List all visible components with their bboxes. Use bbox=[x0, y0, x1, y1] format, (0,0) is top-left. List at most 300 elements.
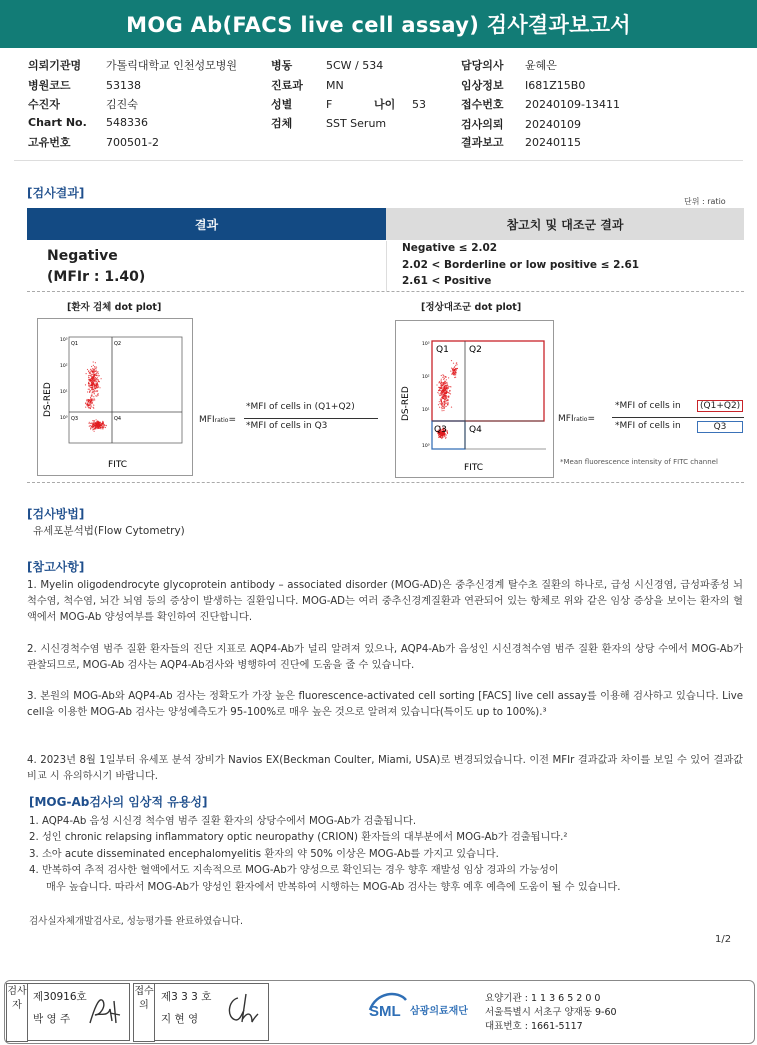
mfi-sub: ratio bbox=[214, 417, 229, 424]
notes-title: [참고사항] bbox=[27, 560, 85, 574]
dot bbox=[89, 426, 90, 427]
dot bbox=[445, 383, 446, 384]
patient-dot-cloud bbox=[85, 361, 107, 432]
header-label: 성별 bbox=[271, 98, 293, 111]
dot bbox=[453, 363, 454, 364]
dot bbox=[451, 374, 452, 375]
dot bbox=[444, 405, 445, 406]
dot bbox=[96, 378, 97, 379]
dot bbox=[447, 433, 448, 434]
quadrant-label-q4: Q4 bbox=[114, 416, 122, 422]
dot bbox=[447, 385, 448, 386]
dot bbox=[441, 403, 442, 404]
dot bbox=[94, 374, 95, 375]
dot bbox=[93, 383, 94, 384]
dot bbox=[90, 378, 91, 379]
control-plot-title: [정상대조군 dot plot] bbox=[421, 302, 522, 313]
dot bbox=[97, 372, 98, 373]
dot bbox=[445, 401, 446, 402]
dot bbox=[440, 403, 441, 404]
dot bbox=[95, 379, 96, 380]
dot bbox=[455, 377, 456, 378]
dot bbox=[443, 410, 444, 411]
dot bbox=[87, 402, 88, 403]
formula-numerator: *MFI of cells in (Q1+Q2) bbox=[246, 402, 355, 412]
dot bbox=[453, 372, 454, 373]
dot bbox=[91, 366, 92, 367]
dot bbox=[92, 381, 93, 382]
dot bbox=[97, 387, 98, 388]
dot bbox=[99, 423, 100, 424]
dot bbox=[94, 420, 95, 421]
fraction-line bbox=[612, 417, 744, 418]
dot bbox=[99, 425, 100, 426]
age-value: 53 bbox=[412, 98, 426, 111]
dot bbox=[441, 381, 442, 382]
dot bbox=[444, 395, 445, 396]
dot bbox=[442, 392, 443, 393]
dot bbox=[436, 384, 437, 385]
dot bbox=[446, 386, 447, 387]
dot bbox=[455, 372, 456, 373]
clinical-item: 매우 높습니다. 따라서 MOG-Ab가 양성인 환자에서 반복하여 시행하는 MOG-Ab 검사는 향후 예후 예측에 도움이 될 수 있습니다. bbox=[46, 882, 621, 893]
header-value: I681Z15B0 bbox=[525, 79, 586, 92]
dot bbox=[87, 400, 88, 401]
dot bbox=[98, 381, 99, 382]
confirmer-signature bbox=[222, 990, 262, 1028]
mfi-text: MFI bbox=[558, 414, 574, 424]
dot bbox=[89, 405, 90, 406]
confirmer-label: 접수의 bbox=[133, 983, 155, 1042]
dot bbox=[93, 375, 94, 376]
plot-frame bbox=[69, 337, 182, 443]
dot bbox=[441, 402, 442, 403]
result-column-header: 결과 bbox=[27, 208, 386, 240]
dot bbox=[95, 391, 96, 392]
dot bbox=[443, 388, 444, 389]
reference-column-header: 참고치 및 대조군 결과 bbox=[386, 208, 744, 240]
dot bbox=[439, 388, 440, 389]
dot bbox=[446, 393, 447, 394]
dot bbox=[454, 375, 455, 376]
dot bbox=[89, 380, 90, 381]
tick-label: 10¹ bbox=[422, 408, 430, 413]
dot bbox=[445, 391, 446, 392]
dot bbox=[87, 369, 88, 370]
result-section-title: [검사결과] bbox=[27, 186, 85, 200]
mfi-eq: = bbox=[587, 414, 595, 424]
x-axis-label: FITC bbox=[108, 460, 128, 470]
dot bbox=[94, 390, 95, 391]
dot bbox=[101, 423, 102, 424]
dot bbox=[94, 399, 95, 400]
tester-no: 제30916호 bbox=[33, 991, 87, 1003]
report-title: MOG Ab(FACS live cell assay) 검사결과보고서 bbox=[0, 0, 757, 48]
dot bbox=[90, 390, 91, 391]
mfi-text: MFI bbox=[199, 415, 215, 425]
dot bbox=[89, 375, 90, 376]
dot bbox=[446, 388, 447, 389]
dot bbox=[443, 398, 444, 399]
dot bbox=[91, 426, 92, 427]
header-value: 20240109-13411 bbox=[525, 98, 620, 111]
header-value: 548336 bbox=[106, 116, 148, 129]
dot bbox=[92, 371, 93, 372]
dot bbox=[97, 427, 98, 428]
dot bbox=[456, 368, 457, 369]
dot bbox=[450, 393, 451, 394]
quadrant-label-q3: Q3 bbox=[71, 416, 79, 422]
dot bbox=[96, 367, 97, 368]
dot bbox=[98, 386, 99, 387]
dot bbox=[439, 401, 440, 402]
header-value: 700501-2 bbox=[106, 136, 159, 149]
header-label: 접수번호 bbox=[461, 98, 504, 111]
dot bbox=[94, 398, 95, 399]
dot bbox=[102, 421, 103, 422]
dot bbox=[89, 389, 90, 390]
org-name: 삼광의료재단 bbox=[410, 1006, 468, 1017]
dot bbox=[442, 403, 443, 404]
dot bbox=[448, 377, 449, 378]
quadrant-label-q2: Q2 bbox=[469, 345, 482, 355]
dashed-divider bbox=[27, 291, 744, 292]
fraction-line bbox=[244, 418, 378, 419]
dot bbox=[103, 423, 104, 424]
dot bbox=[92, 389, 93, 390]
dot bbox=[92, 372, 93, 373]
dot bbox=[441, 407, 442, 408]
header-value: 20240115 bbox=[525, 136, 581, 149]
quadrant-label-q2: Q2 bbox=[114, 341, 122, 347]
tick-label: 10³ bbox=[422, 342, 430, 347]
dot bbox=[446, 396, 447, 397]
result-value: Negative bbox=[47, 248, 118, 264]
dot bbox=[86, 373, 87, 374]
institution-code: 요양기관 : 1 1 3 6 5 2 0 0 bbox=[485, 993, 601, 1004]
tick-label: 10⁰ bbox=[60, 416, 68, 421]
dot bbox=[442, 410, 443, 411]
dot bbox=[445, 398, 446, 399]
dot bbox=[444, 384, 445, 385]
dot bbox=[95, 381, 96, 382]
dot bbox=[448, 396, 449, 397]
dot bbox=[94, 385, 95, 386]
header-value: 20240109 bbox=[525, 118, 581, 131]
dot bbox=[85, 407, 86, 408]
dot bbox=[440, 399, 441, 400]
dot bbox=[444, 393, 445, 394]
dot bbox=[97, 394, 98, 395]
dot bbox=[102, 427, 103, 428]
y-axis-label: DS-RED bbox=[43, 382, 53, 417]
dot bbox=[92, 424, 93, 425]
dot bbox=[93, 422, 94, 423]
dot bbox=[90, 399, 91, 400]
dot bbox=[98, 424, 99, 425]
dot bbox=[454, 369, 455, 370]
dot bbox=[91, 370, 92, 371]
tick-label: 10³ bbox=[60, 338, 68, 343]
method-text: 유세포분석법(Flow Cytometry) bbox=[33, 525, 185, 537]
dot bbox=[444, 396, 445, 397]
header-label: 결과보고 bbox=[461, 136, 504, 149]
header-value: 53138 bbox=[106, 79, 141, 92]
dot bbox=[98, 422, 99, 423]
dot bbox=[94, 425, 95, 426]
dot bbox=[442, 436, 443, 437]
dot bbox=[89, 423, 90, 424]
dot bbox=[442, 395, 443, 396]
dot bbox=[99, 375, 100, 376]
mfi-footnote: *Mean fluorescence intensity of FITC channel bbox=[560, 458, 718, 466]
dot bbox=[93, 425, 94, 426]
header-label: 의뢰기관명 bbox=[28, 59, 82, 72]
confirmer-name: 지 현 영 bbox=[161, 1013, 199, 1025]
q3-box: Q3 bbox=[697, 421, 743, 433]
dot bbox=[99, 381, 100, 382]
dot bbox=[88, 401, 89, 402]
result-mfi: (MFIr : 1.40) bbox=[47, 269, 146, 285]
dot bbox=[88, 377, 89, 378]
dot bbox=[105, 427, 106, 428]
dot bbox=[457, 368, 458, 369]
dot bbox=[98, 373, 99, 374]
dot bbox=[93, 361, 94, 362]
note-item: 2. 시신경척수염 범주 질환 환자들의 진단 지표로 AQP4-Ab가 널리 알려져 있으나, AQP4-Ab가 음성인 시신경척수염 범주 질환 환자의 상당 수에서 MOG-Ab가 관찰되므로, MOG-Ab 검사는 AQP4-Ab검사와 병행하여 진단에 도움을 줄 수 있습니다. bbox=[27, 644, 743, 671]
dot bbox=[441, 395, 442, 396]
dot bbox=[87, 406, 88, 407]
dot bbox=[97, 382, 98, 383]
dot bbox=[87, 391, 88, 392]
dot bbox=[95, 427, 96, 428]
dot bbox=[94, 372, 95, 373]
reference-line: Negative ≤ 2.02 bbox=[402, 242, 498, 254]
header-value: 5CW / 534 bbox=[326, 59, 384, 72]
header-label: Chart No. bbox=[28, 116, 87, 129]
dot bbox=[88, 385, 89, 386]
dot bbox=[444, 402, 445, 403]
dot bbox=[95, 371, 96, 372]
dot bbox=[91, 385, 92, 386]
dot bbox=[95, 387, 96, 388]
dot bbox=[92, 368, 93, 369]
dashed-divider bbox=[27, 482, 744, 483]
dot bbox=[449, 390, 450, 391]
dot bbox=[91, 387, 92, 388]
dot bbox=[91, 394, 92, 395]
dot bbox=[441, 391, 442, 392]
dot bbox=[93, 407, 94, 408]
dot bbox=[92, 384, 93, 385]
dot bbox=[95, 362, 96, 363]
dot bbox=[97, 377, 98, 378]
clinical-item: 2. 성인 chronic relapsing inflammatory optic neuropathy (CRION) 환자들의 대부분에서 MOG-Ab가 검출됩니다.² bbox=[29, 832, 568, 843]
dot bbox=[91, 380, 92, 381]
dot bbox=[93, 365, 94, 366]
x-axis-label: FITC bbox=[464, 463, 484, 473]
dot bbox=[447, 400, 448, 401]
dot bbox=[444, 390, 445, 391]
dot bbox=[97, 425, 98, 426]
dot bbox=[445, 381, 446, 382]
header-label: 담당의사 bbox=[461, 59, 504, 72]
dot bbox=[443, 376, 444, 377]
reference-line: 2.02 < Borderline or low positive ≤ 2.61 bbox=[402, 259, 640, 271]
y-axis-label: DS-RED bbox=[401, 386, 411, 421]
dot bbox=[88, 371, 89, 372]
dot bbox=[455, 365, 456, 366]
dot bbox=[97, 379, 98, 380]
dot bbox=[93, 381, 94, 382]
dot bbox=[442, 408, 443, 409]
header-label: 병동 bbox=[271, 59, 293, 72]
dot bbox=[92, 427, 93, 428]
dot bbox=[444, 407, 445, 408]
dot bbox=[444, 400, 445, 401]
header-value: 가톨릭대학교 인천성모병원 bbox=[106, 59, 238, 72]
dot bbox=[90, 373, 91, 374]
header-label: 수진자 bbox=[28, 98, 60, 111]
note-item: 3. 본원의 MOG-Ab와 AQP4-Ab 검사는 정확도가 가장 높은 fluorescence-activated cell sorting [FACS] live cell assay를 이용해 검사하고 있습니다. Live cell을 이용한 MOG-Ab 검사는 양성예측도가 95-100%로 매우 높은 것으로 알려져 있습니다(특이도 up to 100%).³ bbox=[27, 691, 743, 718]
dot bbox=[100, 422, 101, 423]
dot bbox=[90, 428, 91, 429]
dot bbox=[90, 425, 91, 426]
method-title: [검사방법] bbox=[27, 507, 85, 521]
tick-label: 10² bbox=[60, 364, 68, 369]
header-label: 병원코드 bbox=[28, 79, 71, 92]
dot bbox=[447, 404, 448, 405]
note-item: 4. 2023년 8월 1일부터 유세포 분석 장비가 Navios EX(Beckman Coulter, Miami, USA)로 변경되었습니다. 이전 MFIr 결과값과 차이를 보일 수 있어 결과값 비교 시 유의하시기 바랍니다. bbox=[27, 755, 743, 782]
dot bbox=[444, 399, 445, 400]
formula-numerator: *MFI of cells in bbox=[615, 401, 681, 411]
dot bbox=[438, 404, 439, 405]
dot bbox=[441, 390, 442, 391]
dot bbox=[444, 436, 445, 437]
dot bbox=[446, 403, 447, 404]
dot bbox=[90, 423, 91, 424]
phone: 대표번호 : 1661-5117 bbox=[485, 1021, 583, 1032]
note-item: 1. Myelin oligodendrocyte glycoprotein antibody – associated disorder (MOG-AD)은 중추신경계 탈수초 질환의 하나로, 급성 시신경염, 급성파종성 뇌척수염, 척수염, 뇌간 뇌염 등의 증상이 발생하는 질환입니다. MOG-AD는 여러 중추신경계질환과 연관되어 있는 항체로 위와 같은 임상 증상을 보이는 환자의 혈액에서 MOG-Ab 양성여부를 확인하여 진단합니다. bbox=[27, 580, 743, 623]
dot bbox=[89, 422, 90, 423]
clinical-title: [MOG-Ab검사의 임상적 유용성] bbox=[29, 795, 208, 809]
dot bbox=[438, 393, 439, 394]
dot bbox=[100, 427, 101, 428]
dot bbox=[448, 387, 449, 388]
dot bbox=[445, 396, 446, 397]
quadrant-label-q3: Q3 bbox=[434, 425, 447, 435]
dot bbox=[101, 425, 102, 426]
dot bbox=[90, 408, 91, 409]
dot bbox=[88, 382, 89, 383]
dot bbox=[443, 375, 444, 376]
dot bbox=[92, 400, 93, 401]
dot bbox=[92, 388, 93, 389]
dot bbox=[90, 401, 91, 402]
dot bbox=[95, 428, 96, 429]
dot bbox=[453, 374, 454, 375]
clinical-item: 4. 반복하여 추적 검사한 혈액에서도 지속적으로 MOG-Ab가 양성으로 확인되는 경우 향후 재발성 임상 경과의 가능성이 bbox=[29, 865, 559, 876]
quadrant-label-q1: Q1 bbox=[71, 341, 79, 347]
dot bbox=[97, 395, 98, 396]
dot bbox=[98, 375, 99, 376]
dot bbox=[90, 371, 91, 372]
dot bbox=[447, 402, 448, 403]
dot bbox=[439, 407, 440, 408]
mfi-ratio-label bbox=[558, 414, 595, 424]
dot bbox=[93, 379, 94, 380]
dot bbox=[90, 404, 91, 405]
dot bbox=[89, 403, 90, 404]
dot bbox=[92, 402, 93, 403]
divider bbox=[14, 160, 743, 161]
dot bbox=[96, 390, 97, 391]
dot bbox=[92, 385, 93, 386]
dot bbox=[95, 385, 96, 386]
dot bbox=[102, 428, 103, 429]
dot bbox=[441, 385, 442, 386]
dot bbox=[446, 379, 447, 380]
column-divider bbox=[386, 241, 387, 291]
dot bbox=[441, 379, 442, 380]
dot bbox=[444, 406, 445, 407]
header-label: 임상정보 bbox=[461, 79, 504, 92]
q1q2-box: (Q1+Q2) bbox=[697, 400, 743, 412]
dot bbox=[442, 397, 443, 398]
dot bbox=[96, 375, 97, 376]
sml-logo-icon bbox=[366, 988, 408, 1020]
mfi-eq: = bbox=[228, 415, 236, 425]
dot bbox=[452, 369, 453, 370]
dot bbox=[91, 374, 92, 375]
page-number: 1/2 bbox=[715, 934, 732, 945]
tick-label: 10² bbox=[422, 375, 430, 380]
patient-plot-svg bbox=[38, 319, 192, 475]
dot bbox=[447, 432, 448, 433]
dot bbox=[99, 387, 100, 388]
dot bbox=[449, 393, 450, 394]
tick-label: 10¹ bbox=[60, 390, 68, 395]
dot bbox=[439, 390, 440, 391]
dot bbox=[441, 388, 442, 389]
dot bbox=[94, 366, 95, 367]
reference-line: 2.61 < Positive bbox=[402, 275, 492, 287]
dot bbox=[98, 427, 99, 428]
dot bbox=[91, 377, 92, 378]
quadrant-label-q1: Q1 bbox=[436, 345, 449, 355]
tester-signature bbox=[86, 993, 126, 1029]
dot bbox=[96, 383, 97, 384]
dot bbox=[93, 392, 94, 393]
header-value: F bbox=[326, 98, 333, 111]
dot bbox=[90, 407, 91, 408]
formula-denominator: *MFI of cells in bbox=[615, 421, 681, 431]
dot bbox=[93, 380, 94, 381]
dot bbox=[92, 420, 93, 421]
dot bbox=[440, 436, 441, 437]
confirmer-no: 제3 3 3 호 bbox=[161, 991, 212, 1003]
header-label: 고유번호 bbox=[28, 136, 71, 149]
dot bbox=[445, 438, 446, 439]
header-value: 윤혜은 bbox=[525, 59, 557, 72]
dot bbox=[439, 395, 440, 396]
dot bbox=[96, 423, 97, 424]
dot bbox=[450, 386, 451, 387]
dot bbox=[91, 382, 92, 383]
dot bbox=[442, 406, 443, 407]
dot bbox=[440, 393, 441, 394]
quadrant-label-q4: Q4 bbox=[469, 425, 482, 435]
